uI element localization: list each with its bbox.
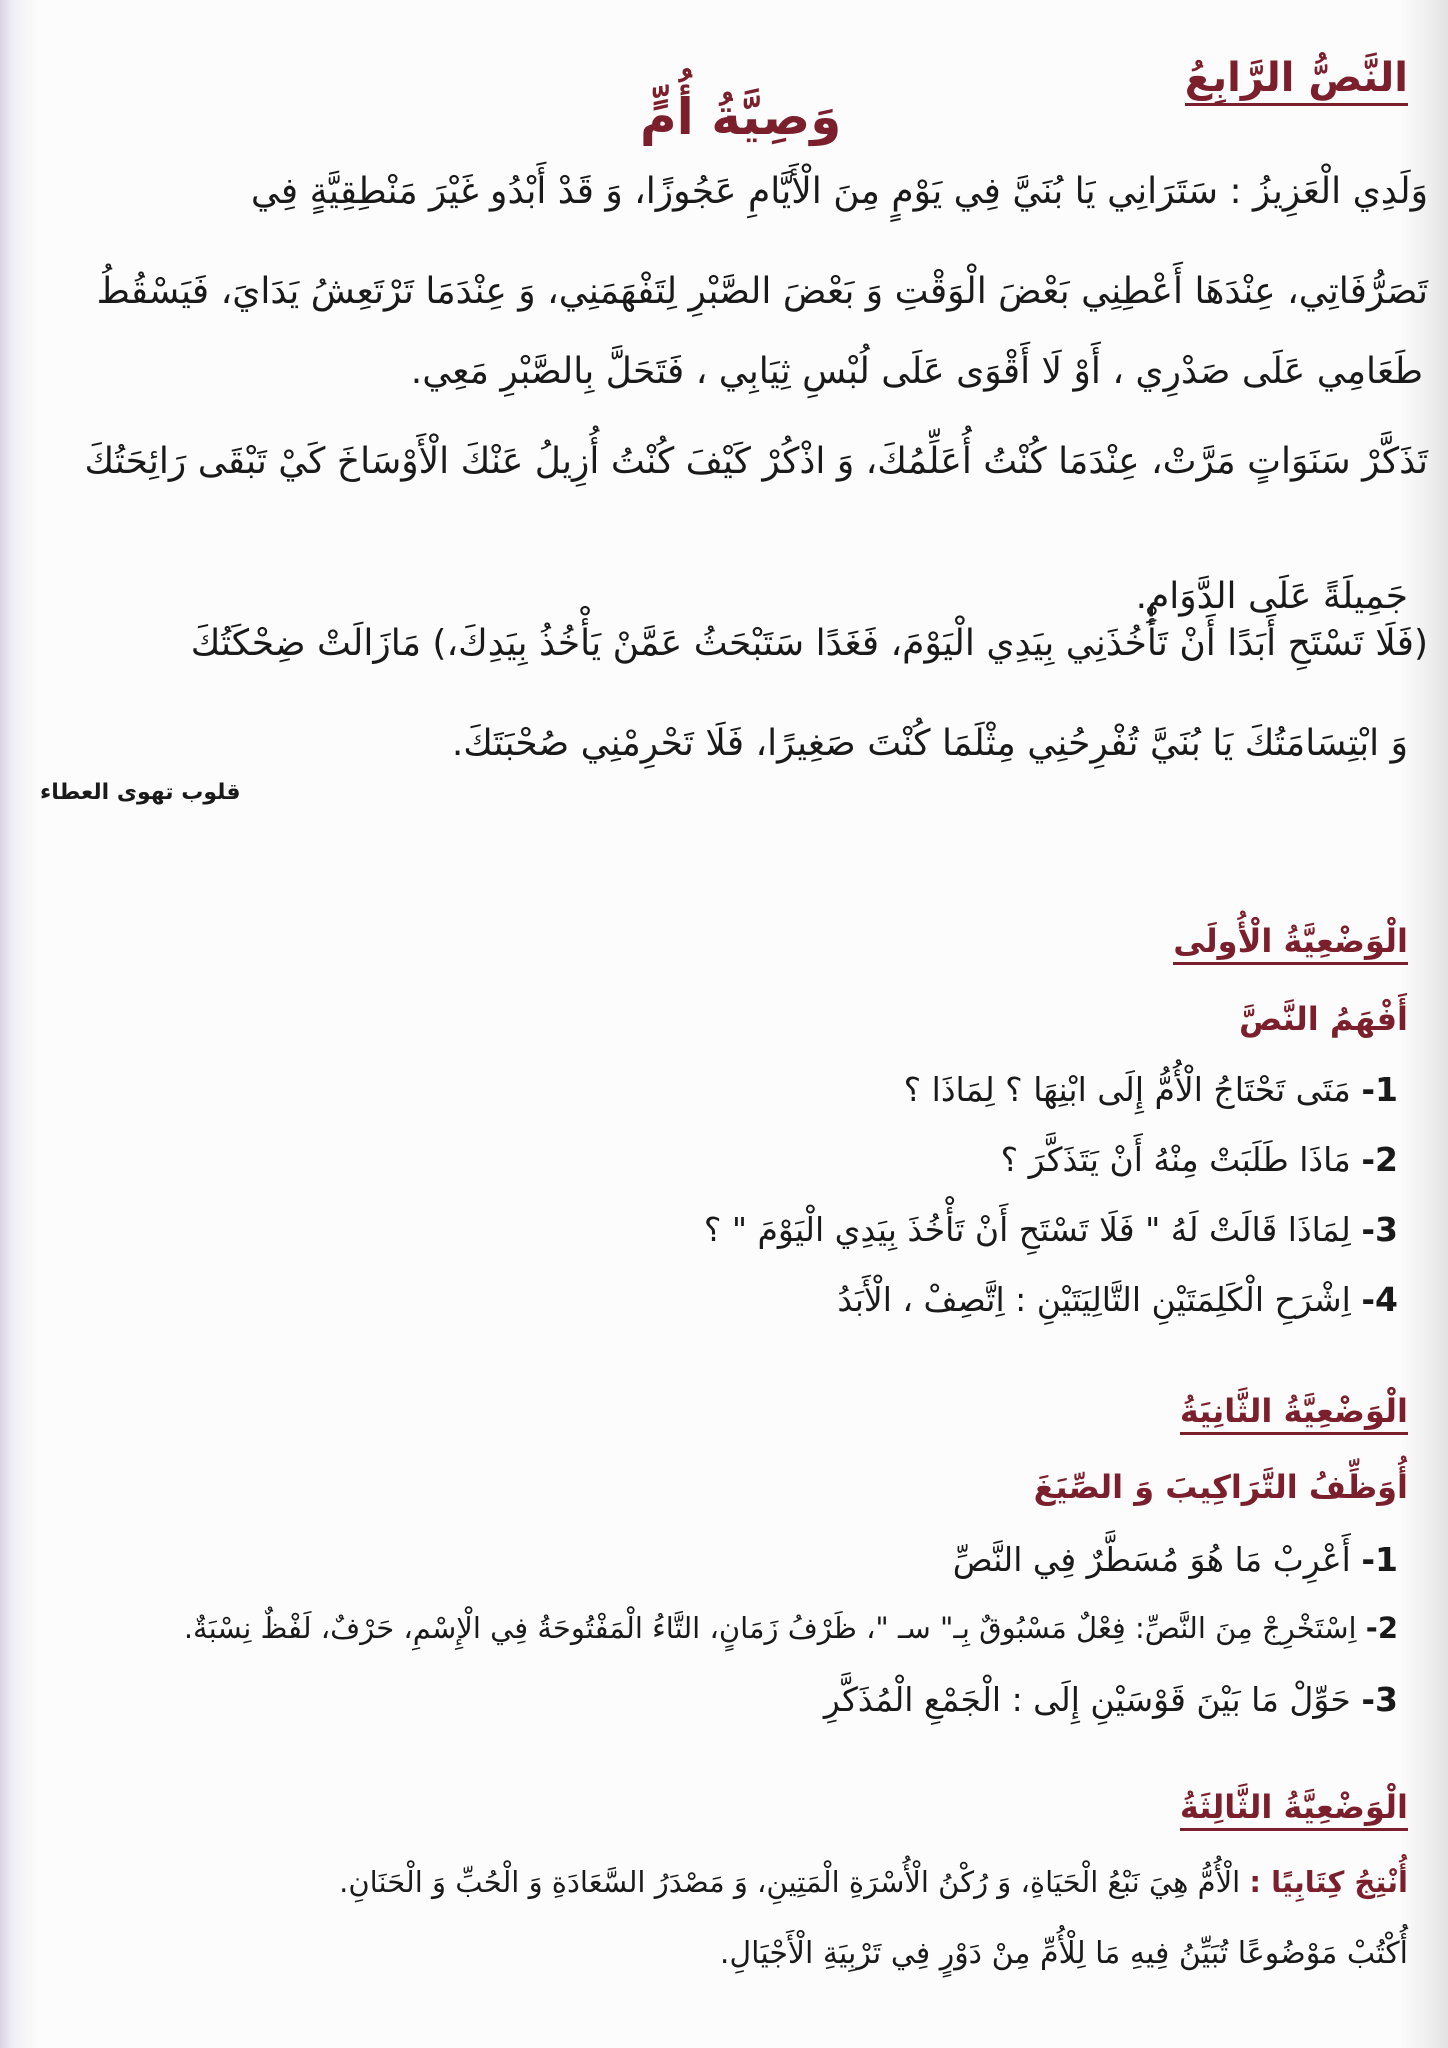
page-title: وَصِيَّةُ أُمٍّ [640, 88, 842, 146]
s3-task: أُكْتُبْ مَوْضُوعًا تُبَيِّنُ فِيهِ مَا لِلْأُمِّ مِنْ دَوْرٍ فِي تَرْبِيَةِ الْأَجْيَالِ. [719, 1936, 1408, 1971]
s1-question-4 [837, 1280, 1398, 1320]
s2-question-2 [184, 1608, 1398, 1648]
s2-question-3 [824, 1680, 1398, 1720]
s1-question-text: مَاذَا طَلَبَتْ مِنْهُ أَنْ يَتَذَكَّرَ ؟ [1000, 1140, 1351, 1179]
passage-source: قلوب تهوى العطاء [40, 780, 241, 805]
passage-line-5: جَمِيلَةً عَلَى الدَّوَامِ. [1135, 576, 1408, 617]
passage-line-4: تَذَكَّرْ سَنَوَاتٍ مَرَّتْ، عِنْدَمَا كُنْتُ أُعَلِّمُكَ، وَ اذْكُرْ كَيْفَ كُنْتُ أُزِيلُ عَنْكَ الْأَوْسَاخَ كَيْ تَبْقَى رَائِحَتُكَ [84, 441, 1428, 482]
passage-line-7: وَ ابْتِسَامَتُكَ يَا بُنَيَّ تُفْرِحُنِي مِثْلَمَا كُنْتَ صَغِيرًا، فَلَا تَحْرِمْنِي صُحْبَتَكَ. [451, 723, 1408, 764]
s1-question-number: 2- [1361, 1140, 1398, 1179]
situation3-heading: الْوَضْعِيَّةُ الثَّالِثَةُ [1180, 1788, 1408, 1831]
s2-question-number: 3- [1361, 1680, 1398, 1719]
s2-question-text: حَوِّلْ مَا بَيْنَ قَوْسَيْنِ إِلَى : الْجَمْعِ الْمُذَكَّرِ [823, 1680, 1351, 1719]
s1-question-number: 1- [1361, 1070, 1398, 1109]
section-label: النَّصُّ الرَّابِعُ [1185, 55, 1408, 106]
situation1-subheading: أَفْهَمُ النَّصَّ [1239, 1000, 1408, 1038]
s1-question-text: اِشْرَحِ الْكَلِمَتَيْنِ التَّالِيَتَيْنِ : اِتَّصِفْ ، الْأَبَدُ [837, 1280, 1351, 1319]
s1-question-1 [904, 1070, 1398, 1110]
s2-question-text: اِسْتَخْرِجْ مِنَ النَّصِّ: فِعْلٌ مَسْبُوقٌ بِـ" سـ "، ظَرْفُ زَمَانٍ، التَّاءُ الْمَفْتُوحَةُ فِي الْإِسْمِ، حَرْفٌ، لَفْظٌ نِسْبَةٌ. [183, 1611, 1357, 1645]
s2-question-number: 2- [1365, 1611, 1398, 1645]
s3-prompt [339, 1862, 1408, 1902]
passage-line-3: طَعَامِي عَلَى صَدْرِي ، أَوْ لَا أَقْوَى عَلَى لُبْسِ ثِيَابِي ، فَتَحَلَّ بِالصَّبْرِ مَعِي. [410, 351, 1423, 392]
s1-question-2 [1001, 1140, 1398, 1180]
s3-prompt-text: الْأُمُّ هِيَ نَبْعُ الْحَيَاةِ، وَ رُكْنُ الْأُسْرَةِ الْمَتِينِ، وَ مَصْدَرُ السَّعَادَةِ وَ الْحُبِّ وَ الْحَنَانِ. [339, 1865, 1241, 1899]
s1-question-number: 4- [1361, 1280, 1398, 1319]
situation2-subheading: أُوَظِّفُ التَّرَاكِيبَ وَ الصِّيَغَ [1033, 1468, 1408, 1506]
s2-question-text: أَعْرِبْ مَا هُوَ مُسَطَّرٌ فِي النَّصِّ [952, 1540, 1351, 1579]
situation1-heading: الْوَضْعِيَّةُ الْأُولَى [1173, 922, 1408, 965]
s1-question-number: 3- [1361, 1210, 1398, 1249]
situation2-heading: الْوَضْعِيَّةُ الثَّانِيَةُ [1180, 1392, 1408, 1435]
s3-prompt-label: أُنْتِجُ كِتَابِيًا : [1249, 1865, 1408, 1899]
s2-question-number: 1- [1361, 1540, 1398, 1579]
passage-line-2: تَصَرُّفَاتِي، عِنْدَهَا أَعْطِنِي بَعْضَ الْوَقْتِ وَ بَعْضَ الصَّبْرِ لِتَفْهَمَنِي، وَ عِنْدَمَا تَرْتَعِشُ يَدَايَ، فَيَسْقُطُ [96, 271, 1428, 312]
passage-line-6: (فَلَا تَسْتَحِ أَبَدًا أَنْ تَأْخُذَنِي بِيَدِي الْيَوْمَ، فَغَدًا سَتَبْحَثُ عَمَّنْ يَأْخُذُ بِيَدِكَ،) مَازَالَتْ ضِحْكَتُكَ [190, 623, 1428, 664]
s1-question-3 [704, 1210, 1398, 1250]
s1-question-text: لِمَاذَا قَالَتْ لَهُ " فَلَا تَسْتَحِ أَنْ تَأْخُذَ بِيَدِي الْيَوْمَ " ؟ [703, 1210, 1351, 1249]
passage-line-1: وَلَدِي الْعَزِيزُ : سَتَرَانِي يَا بُنَيَّ فِي يَوْمٍ مِنَ الْأَيَّامِ عَجُوزًا، وَ قَدْ أَبْدُو غَيْرَ مَنْطِقِيَّةٍ فِي [250, 171, 1428, 212]
s2-question-1 [953, 1540, 1398, 1580]
s1-question-text: مَتَى تَحْتَاجُ الْأُمُّ إِلَى ابْنِهَا ؟ لِمَاذَا ؟ [903, 1070, 1351, 1109]
